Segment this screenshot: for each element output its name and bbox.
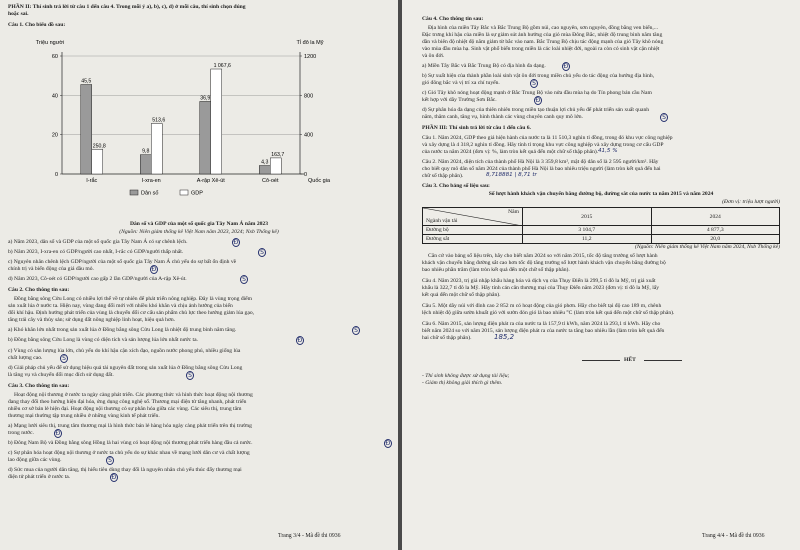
q4-option-a: a) Miền Tây Bắc và Bắc Trung Bộ có địa hình đa dạng.	[422, 63, 546, 69]
q4-text-line: và ôn đới.	[422, 53, 445, 59]
answer-mark: Đ	[55, 430, 61, 437]
data-label-gdp: 513,6	[152, 117, 166, 124]
population-gdp-chart	[0, 32, 398, 220]
q1-intro: Câu 1. Cho biểu đồ sau:	[8, 22, 66, 28]
q2-option-c-cont: chất lượng cao.	[8, 355, 43, 361]
q4-option-c: c) Gió Tây khô nóng hoạt động mạnh ở Bắc Trung Bộ vào nửa đầu mùa hạ do Tín phong bán cầu Nam	[422, 90, 652, 96]
q4-option-b-cont: gió đông bắc và vị trí xa chí tuyến.	[422, 80, 500, 86]
q2-intro: Câu 2. Cho thông tin sau:	[8, 287, 70, 293]
q2-text-line: Đồng bằng sông Cửu Long có nhiều lợi thế về tự nhiên để phát triển nông nghiệp. Đây là vùng trọng điểm	[14, 296, 253, 302]
q4-text-line: Địa hình của miền Tây Bắc và Bắc Trung Bộ gồm núi, cao nguyên, sơn nguyên, đồng bằng ven biển,...	[428, 25, 658, 31]
x-tick-label: A-rập Xê-út	[196, 178, 225, 184]
table-header-row	[423, 208, 780, 226]
y-right-tick-label: 1200	[304, 54, 317, 60]
c1-line: Câu 1. Năm 2024, GDP theo giá hiện hành của nước ta là 11 510,3 nghìn tỉ đồng, trong đó khu vực công nghiệp	[422, 135, 673, 141]
data-label-gdp: 163,7	[271, 151, 285, 158]
q1-option-c: c) Nguyên nhân chênh lệch GDP/người của một số quốc gia Tây Nam Á chủ yếu do sự bất ổn định về	[8, 259, 237, 265]
q2-option-b: b) Đồng bằng sông Cửu Long là vùng có diện tích và sản lượng lúa lớn nhất nước ta.	[8, 337, 198, 343]
table-header-year: Năm	[508, 209, 519, 215]
q3-option-d-cont: điện tử phát triển ở nước ta.	[8, 474, 71, 480]
c1-line: của nước ta năm 2024 (đơn vị: %, làm tròn kết quả đến một chữ số thập phân).	[422, 149, 599, 155]
bar-population	[200, 101, 211, 174]
y-left-axis-title: Triệu người	[35, 40, 65, 46]
q3-option-c-cont: lao động giữa các vùng.	[8, 457, 62, 463]
q3-option-b: b) Đông Nam Bộ và Đồng bằng sông Hồng là hai vùng có hoạt động nội thương phát triển hàng đầu cả nước.	[8, 440, 253, 446]
c5-line: Câu 5. Một dãy núi với đỉnh cao 2 852 m có hoạt động của gió phơn. Hãy cho biết tại độ cao 189 m, chênh	[422, 303, 662, 309]
q1-option-c-cont: chính trị và biến động của giá dầu mỏ.	[8, 266, 94, 272]
c2-line: cho biết quy mô dân số năm 2024 của thành phố Hà Nội là bao nhiêu triệu người (làm tròn kết quả đến hai	[422, 166, 661, 172]
y-right-axis-title: Tỉ đô la Mỹ	[296, 40, 324, 46]
q1-option-a: a) Năm 2023, dân số và GDP của một số quốc gia Tây Nam Á có sự chênh lệch.	[8, 239, 188, 245]
c3-intro: Câu 3. Cho bảng số liệu sau:	[422, 183, 490, 189]
c4-line: khẩu là 322,7 tỉ đô la Mỹ. Hãy tính cán cân thương mại của Thụy Điển năm 2023 (đơn vị: tỉ đô la Mỹ, lấy	[422, 285, 660, 291]
divider-left	[582, 360, 620, 361]
page-footer: Trang 3/4 - Mã đề thi 0936	[278, 533, 341, 539]
legend-label-population: Dân số	[141, 190, 159, 197]
q2-option-d-cont: là tăng vụ và chuyển đổi mục đích sử dụng đất.	[8, 372, 114, 378]
c2-answer: 8,718881 | 8,71 tr	[486, 172, 537, 178]
answer-mark: S	[258, 248, 266, 257]
q2-text-line: đổi khí hậu. Định hướng phát triển của vùng là chuyển đổi cơ cấu sản phẩm chủ lực theo hướng giảm lúa gạo,	[8, 310, 255, 316]
c6-line: Câu 6. Năm 2015, sản lượng điện phát ra của nước ta là 157,9 tỉ kWh, năm 2024 là 293,1 tỉ kWh. Hãy cho	[422, 321, 661, 327]
table-source: (Nguồn: Niên giám thống kê Việt Nam năm 2024, Nxb Thống kê)	[634, 244, 780, 250]
table-cell: 4 877,3	[651, 226, 780, 235]
y-right-tick-label: 0	[304, 172, 308, 178]
legend-label-gdp: GDP	[191, 190, 203, 197]
q3-option-a: a) Mạng lưới siêu thị, trung tâm thương mại là hình thức bán lẻ hàng hóa ngày càng phát triển trên thị trường	[8, 423, 252, 429]
y-right-tick-label: 400	[304, 132, 314, 139]
q3-option-d: d) Sức mua của người dân tăng, thị hiếu tiêu dùng thay đổi là nguyên nhân chủ yếu thúc đẩy thương mại	[8, 467, 242, 473]
bar-gdp	[211, 69, 222, 174]
part3-title: PHẦN III: Thí sinh trả lời từ câu 1 đến câu 6.	[422, 125, 531, 131]
q4-option-c-cont: kết hợp với dãy Trường Sơn Bắc.	[422, 97, 497, 103]
table-header-cell: 2024	[651, 208, 780, 226]
bar-population	[259, 166, 270, 174]
y-right-tick-label: 800	[304, 93, 314, 100]
c4-line: Câu 4. Năm 2023, trị giá nhập khẩu hàng hóa và dịch vụ của Thụy Điển là 299,5 tỉ đô la Mỹ, trị giá xuất	[422, 278, 656, 284]
q4-text-line: Đặc trưng khí hậu của miền là sự giảm sút ảnh hưởng của gió mùa Đông Bắc, nhiệt độ trung bình năm tăng	[422, 32, 663, 38]
exam-page-4	[402, 0, 800, 550]
q3-option-c: c) Sự phân hóa hoạt động nội thương ở nước ta chủ yếu do sự khác nhau về mạng lưới dân cư và chất lượng	[8, 450, 250, 456]
x-axis-title: Quốc gia	[308, 178, 331, 184]
part2-title-cont: hoặc sai.	[8, 11, 29, 17]
divider-right	[644, 360, 682, 361]
q2-option-a: a) Khó khăn lớn nhất trong sản xuất lúa ở Đồng bằng sông Cửu Long là nhiệt độ trung bình năm tăng.	[8, 327, 237, 333]
page-footer: Trang 4/4 - Mã đề thi 0936	[702, 533, 765, 539]
legend-swatch-gdp	[180, 190, 188, 195]
q4-intro: Câu 4. Cho thông tin sau:	[422, 16, 484, 22]
exam-page-3	[0, 0, 398, 550]
answer-mark: S	[660, 113, 668, 122]
table-cell: 20,0	[651, 235, 780, 244]
q4-text-line: vào mùa đầu mùa hạ. Sinh vật phổ biến trong miền là các loài nhiệt đới, ngoài ra còn có sinh vật cận nhiệt	[422, 46, 660, 52]
table-header-cell: 2015	[523, 208, 652, 226]
chart-caption: Dân số và GDP của một số quốc gia Tây Nam Á năm 2023	[129, 221, 269, 227]
q3-text-line: thương mại thường tập trung nhiều ở những vùng kinh tế phát triển.	[8, 413, 160, 419]
passenger-table	[422, 207, 780, 244]
q4-option-d: d) Sự phân hóa đa dạng của thiên nhiên trong miền tạo thuận lợi chủ yếu để phát triển sản xuất quanh	[422, 107, 650, 113]
answer-mark: Đ	[297, 337, 303, 344]
q2-option-d: d) Giải pháp chủ yếu để sử dụng hiệu quả tài nguyên đất trong sản xuất lúa ở Đồng bằng sông Cửu Long	[8, 365, 243, 371]
q3-text-line: đang thay đổi theo hướng hiện đại hóa, ứng dụng công nghệ số. Thương mại điện tử tăng nhanh, phát triển	[8, 399, 247, 405]
table-cell: 3 104,7	[523, 226, 652, 235]
data-label-gdp: 1 067,6	[213, 63, 231, 70]
bar-gdp	[151, 123, 162, 174]
data-label-population: 4,3	[261, 159, 269, 166]
q4-option-b: b) Sự xuất hiện của thành phần loài sinh vật ôn đới trong miền chủ yếu do tác động của hướng địa hình,	[422, 73, 655, 79]
table-cell: Đường sắt	[423, 235, 523, 244]
c6-line: hai chữ số thập phân).	[422, 335, 472, 341]
part2-title: PHẦN II: Thí sinh trả lời từ câu 1 đến câu 4. Trong mỗi ý a), b), c), d) ở mỗi câu, thí sinh chọn đúng	[8, 4, 246, 10]
y-left-tick-label: 20	[51, 132, 58, 139]
q3-text-line: Hoạt động nội thương ở nước ta ngày càng phát triển. Các phương thức và hình thức hoạt động nội thương	[14, 392, 253, 398]
x-tick-label: I-rắc	[86, 178, 98, 184]
c5-line: lệch nhiệt độ giữa sườn khuất gió với sườn đón gió là bao nhiêu °C (làm tròn kết quả đến một chữ số thập phân).	[422, 310, 675, 316]
table-row	[423, 226, 780, 235]
q2-option-c: c) Vùng có sản lượng lúa lớn, chủ yếu do khí hậu cận xích đạo, nguồn nước phong phú, nhiều giống lúa	[8, 348, 241, 354]
c1-line: và xây dựng là 4 318,2 nghìn tỉ đồng. Hãy tính tỉ trọng khu vực công nghiệp và xây dựng trong cơ cấu GDP	[422, 142, 664, 148]
c1-answer: 41,5 %	[598, 148, 618, 154]
c2-line: Câu 2. Năm 2024, diện tích của thành phố Hà Nội là 3 359,8 km², mật độ dân số là 2 595 người/km². Hãy	[422, 159, 659, 165]
data-label-population: 36,9	[200, 95, 211, 102]
q3-option-a-cont: trong nước.	[8, 430, 34, 436]
answer-mark: Đ	[233, 239, 239, 246]
answer-mark: Đ	[563, 63, 569, 70]
answer-mark: Đ	[535, 97, 541, 104]
q3-text-line: nhiều cơ sở bán lẻ hiện đại. Hoạt động nội thương có sự phân hóa giữa các vùng. Các siêu thị, trung tâm	[8, 406, 242, 412]
y-left-tick-label: 0	[54, 172, 58, 178]
bar-gdp	[92, 149, 103, 174]
data-label-population: 9,8	[142, 148, 150, 155]
q1-option-b: b) Năm 2023, I-xra-en có GDP/người cao nhất, I-rắc có GDP/người thấp nhất.	[8, 249, 184, 255]
q3-intro: Câu 3. Cho thông tin sau:	[8, 383, 70, 389]
table-header-sector: Ngành vận tải	[426, 218, 458, 224]
answer-mark: S	[530, 79, 538, 88]
data-label-population: 45,5	[81, 78, 92, 85]
q2-text-line: sản xuất lúa ở nước ta. Hiện nay, vùng đang đổi mới với nhiều khó khăn và chịu ảnh hưởng của biến	[8, 303, 233, 309]
chart-source: (Nguồn: Niên giám thống kê Việt Nam năm 2023, 2024; Nxb Thống kê)	[119, 229, 279, 235]
answer-mark: Đ	[111, 474, 117, 481]
c6-answer: 185,2	[494, 333, 515, 341]
c4-line: kết quả đến một chữ số thập phân).	[422, 292, 501, 298]
q4-text-line: dần và biên độ nhiệt độ năm giảm từ bắc vào nam. Bắc Trung Bộ chịu tác động mạnh của gió Tây khô nóng	[422, 39, 664, 45]
note-line: - Thí sinh không được sử dụng tài liệu;	[422, 373, 510, 379]
table-row	[423, 235, 780, 244]
c6-line: biết năm 2024 so với năm 2015, sản lượng điện phát ra của nước ta tăng bao nhiêu lần (làm tròn kết quả đến	[422, 328, 665, 334]
c3-line: Căn cứ vào bảng số liệu trên, hãy cho biết năm 2024 so với năm 2015, tốc độ tăng trưởng số lượt hành	[428, 253, 658, 259]
note-line: - Giám thị không giải thích gì thêm.	[422, 380, 503, 386]
answer-mark: S	[60, 354, 68, 363]
answer-mark: S	[186, 371, 194, 380]
answer-mark: Đ	[385, 440, 391, 447]
y-left-tick-label: 60	[51, 54, 58, 60]
table-title: Số lượt hành khách vận chuyển bằng đường bộ, đường sắt của nước ta năm 2015 và năm 2024	[488, 191, 714, 197]
bar-population	[140, 155, 151, 174]
q2-text-line: tăng trái cây và thủy sản; sử dụng đất nông nghiệp linh hoạt, hiệu quả hơn.	[8, 317, 176, 323]
answer-mark: S	[352, 326, 360, 335]
c3-line: bao nhiêu phần trăm (làm tròn kết quả đến một chữ số thập phân).	[422, 267, 570, 273]
q4-option-d-cont: năm, thâm canh, tăng vụ, hình thành các vùng chuyên canh quy mô lớn.	[422, 114, 583, 120]
x-tick-label: I-xra-en	[141, 178, 161, 184]
answer-mark: S	[106, 456, 114, 465]
answer-mark: Đ	[151, 266, 157, 273]
table-corner-cell	[423, 208, 523, 226]
data-label-gdp: 250,8	[92, 143, 106, 150]
y-left-tick-label: 40	[51, 93, 58, 100]
q1-option-d: d) Năm 2023, Cô-oét có GDP/người cao gấp 2 lần GDP/người của A-rập Xê-út.	[8, 276, 187, 282]
x-tick-label: Cô-oét	[261, 178, 279, 184]
end-mark: HẾT	[624, 357, 636, 363]
table-unit: (Đơn vị: triệu lượt người)	[722, 199, 780, 205]
c2-line: chữ số thập phân).	[422, 173, 464, 179]
answer-mark: S	[240, 275, 248, 284]
legend-swatch-population	[130, 190, 138, 195]
bar-population	[81, 85, 92, 174]
table-cell: 11,2	[523, 235, 652, 244]
bar-gdp	[270, 158, 281, 174]
c3-line: khách vận chuyển bằng đường sắt cao hơn tốc độ tăng trưởng số lượt hành khách vận chuyển bằng đường bộ	[422, 260, 666, 266]
table-cell: Đường bộ	[423, 226, 523, 235]
